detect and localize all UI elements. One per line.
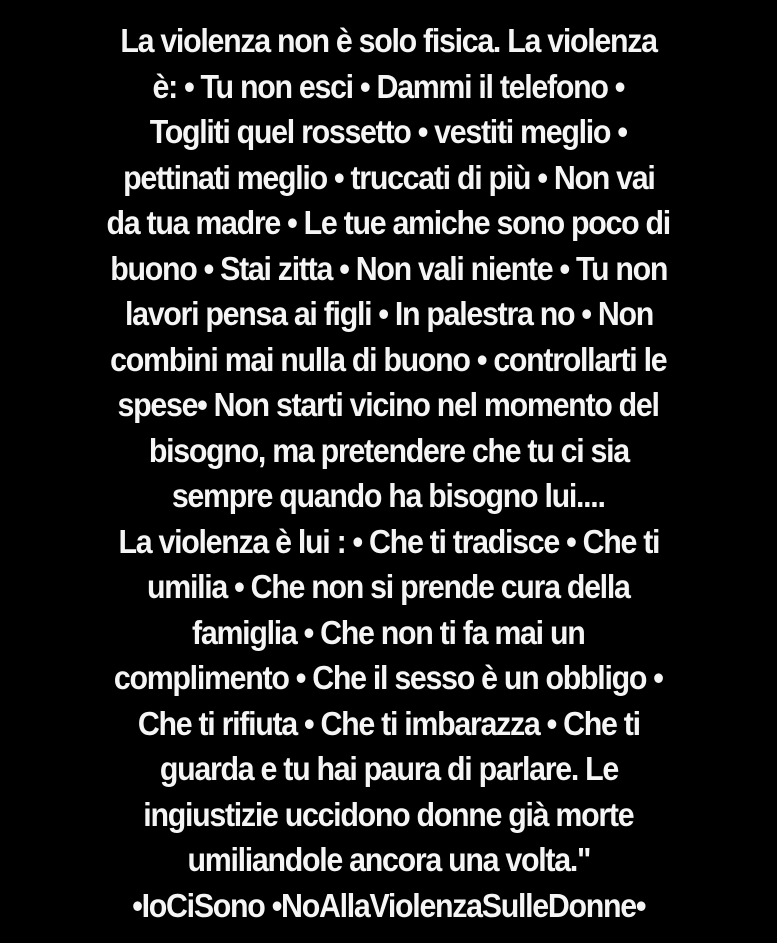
- text-line: lavori pensa ai figli • In palestra no • Non: [124, 295, 653, 332]
- text-line: da tua madre • Le tue amiche sono poco di: [106, 204, 671, 241]
- text-line: è: • Tu non esci • Dammi il telefono •: [152, 67, 625, 105]
- text-line: La violenza è lui : • Che ti tradisce • Che ti: [118, 522, 659, 560]
- hashtags-line: •IoCiSono •NoAllaViolenzaSulleDonne•: [132, 886, 645, 924]
- text-line: umiliandole ancora una volta.": [187, 841, 590, 878]
- text-line: famiglia • Che non ti fa mai un: [192, 613, 585, 651]
- text-line: La violenza non è solo fisica. La violenza: [120, 22, 657, 59]
- text-line: bisogno, ma pretendere che tu ci sia: [148, 431, 629, 469]
- text-line: Che ti rifiuta • Che ti imbarazza • Che ti: [137, 704, 640, 742]
- text-line: spese• Non starti vicino nel momento del: [117, 386, 660, 423]
- text-line: sempre quando ha bisogno lui....: [172, 477, 605, 514]
- text-line: umilia • Che non si prende cura della: [147, 568, 630, 605]
- text-line: buono • Stai zitta • Non vali niente • Tu non: [110, 249, 667, 287]
- text-line: complimento • Che il sesso è un obbligo •: [114, 659, 663, 696]
- text-line: combini mai nulla di buono • controllarti le: [110, 340, 667, 378]
- text-line: Togliti quel rossetto • vestiti meglio •: [150, 113, 627, 150]
- text-line: ingiustizie uccidono donne già morte: [143, 795, 634, 833]
- text-line: guarda e tu hai paura di parlare. Le: [159, 750, 618, 787]
- text-line: pettinati meglio • truccati di più • Non vai: [122, 158, 655, 196]
